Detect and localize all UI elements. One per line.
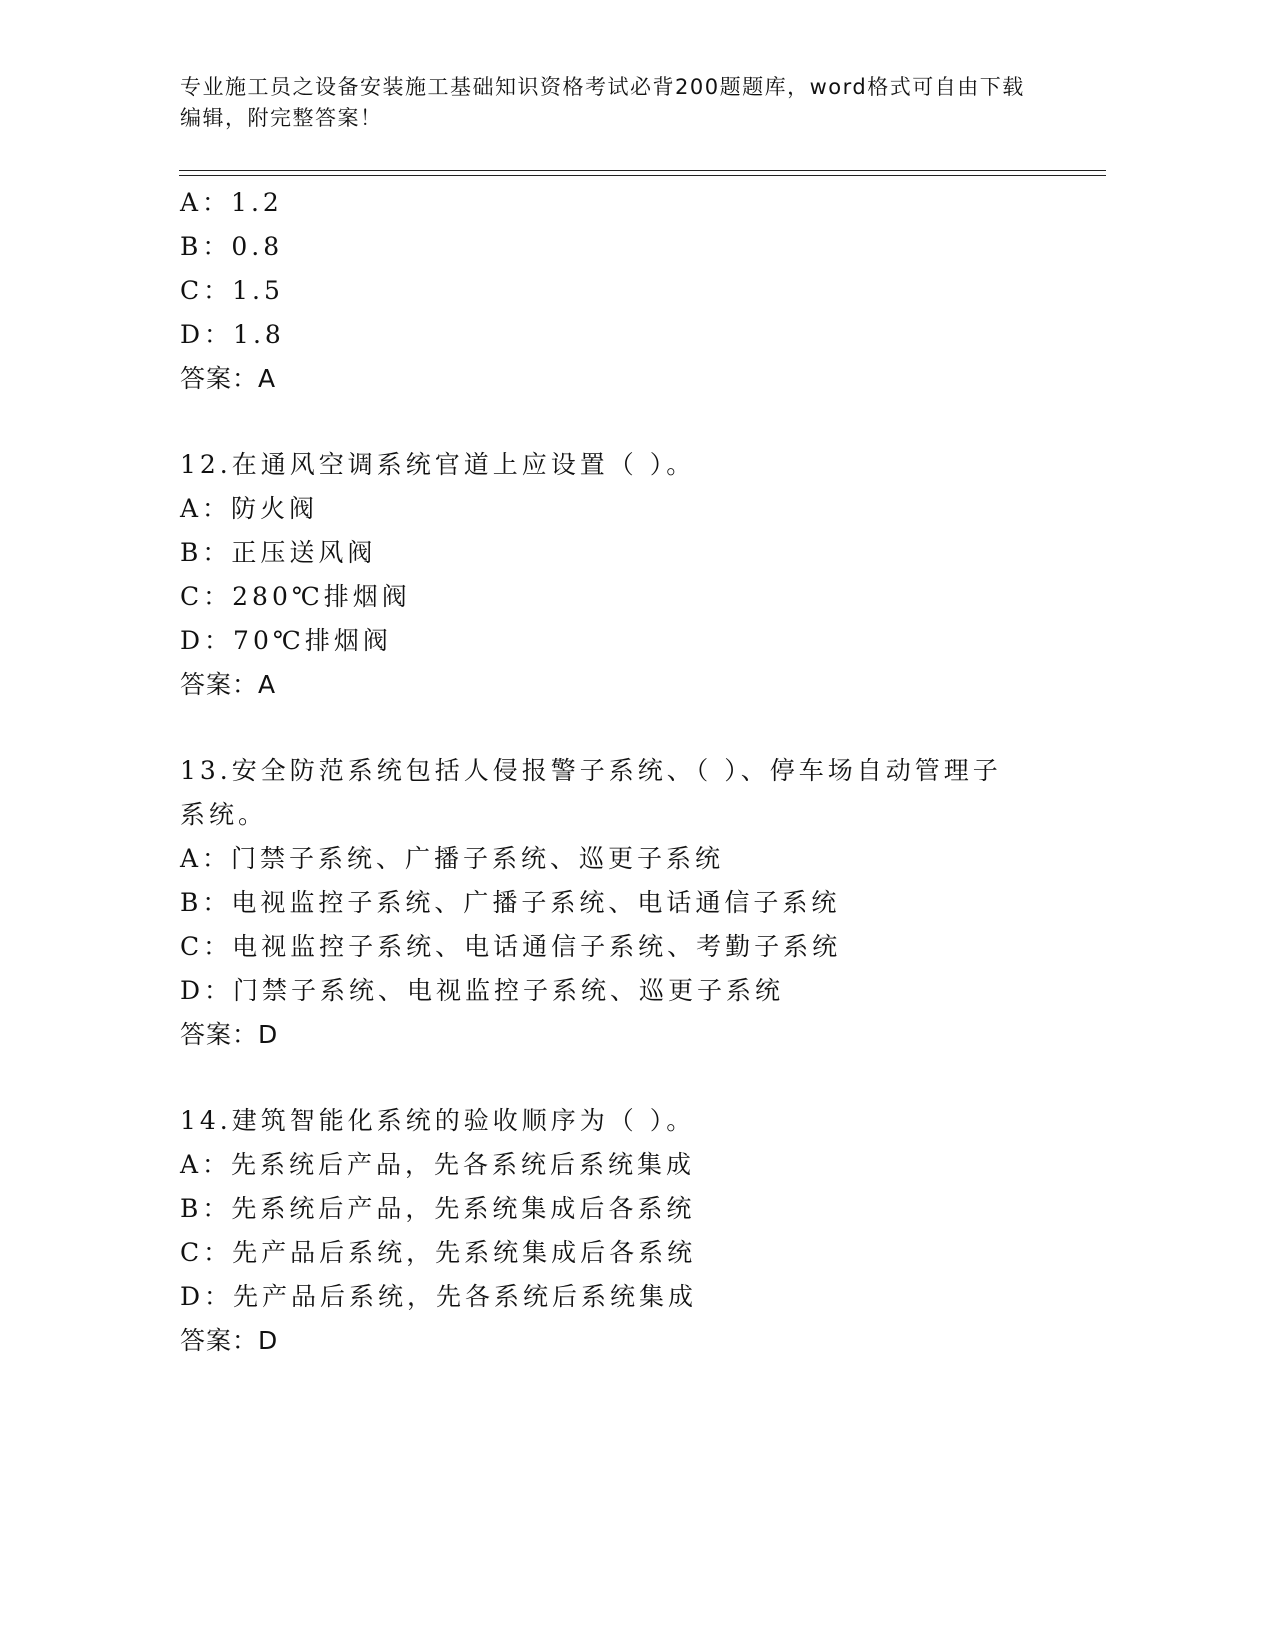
- document-title: 专业施工员之设备安装施工基础知识资格考试必背200题题库，word格式可自由下载编辑，附完整答案！: [180, 75, 1025, 130]
- q13-option-c: C：电视监控子系统、电话通信子系统、考勤子系统: [180, 932, 842, 961]
- q12-option-b: B：正压送风阀: [180, 538, 377, 567]
- q13-question: 13.安全防范系统包括人侵报警子系统、（ ）、停车场自动管理子系统。: [180, 756, 1002, 829]
- q14-answer: 答案：D: [180, 1326, 279, 1355]
- q11-option-d: D：1.8: [180, 320, 285, 349]
- q13-option-a: A：门禁子系统、广播子系统、巡更子系统: [180, 844, 725, 873]
- q12-option-c: C：280℃排烟阀: [180, 582, 411, 611]
- q14-option-b: B：先系统后产品，先系统集成后各系统: [180, 1194, 696, 1223]
- question-14-block: [180, 1099, 1080, 1363]
- question-12-block: [180, 443, 1080, 707]
- document-header: [180, 72, 1040, 134]
- header-rule-top: [179, 170, 1106, 171]
- spacer: [180, 401, 1080, 443]
- question-11-block: [180, 181, 1080, 401]
- question-13-block: [180, 749, 1080, 1057]
- q11-option-b: B：0.8: [180, 232, 284, 261]
- q14-option-a: A：先系统后产品，先各系统后系统集成: [180, 1150, 696, 1179]
- q14-option-d: D：先产品后系统，先各系统后系统集成: [180, 1282, 698, 1311]
- q12-option-d: D：70℃排烟阀: [180, 626, 392, 655]
- q11-option-c: C：1.5: [180, 276, 284, 305]
- q11-answer: 答案：A: [180, 364, 277, 393]
- q11-option-a: A：1.2: [180, 188, 283, 217]
- q12-question: 12.在通风空调系统官道上应设置（ ）。: [180, 450, 696, 479]
- q12-answer: 答案：A: [180, 670, 277, 699]
- spacer: [180, 1057, 1080, 1099]
- spacer: [180, 707, 1080, 749]
- q13-answer: 答案：D: [180, 1020, 279, 1049]
- q12-option-a: A：防火阀: [180, 494, 319, 523]
- q13-option-d: D：门禁子系统、电视监控子系统、巡更子系统: [180, 976, 785, 1005]
- header-rule-bottom: [179, 175, 1106, 176]
- q14-option-c: C：先产品后系统，先系统集成后各系统: [180, 1238, 697, 1267]
- q14-question: 14.建筑智能化系统的验收顺序为（ ）。: [180, 1106, 696, 1135]
- q13-option-b: B：电视监控子系统、广播子系统、电话通信子系统: [180, 888, 841, 917]
- question-list: [180, 181, 1080, 1363]
